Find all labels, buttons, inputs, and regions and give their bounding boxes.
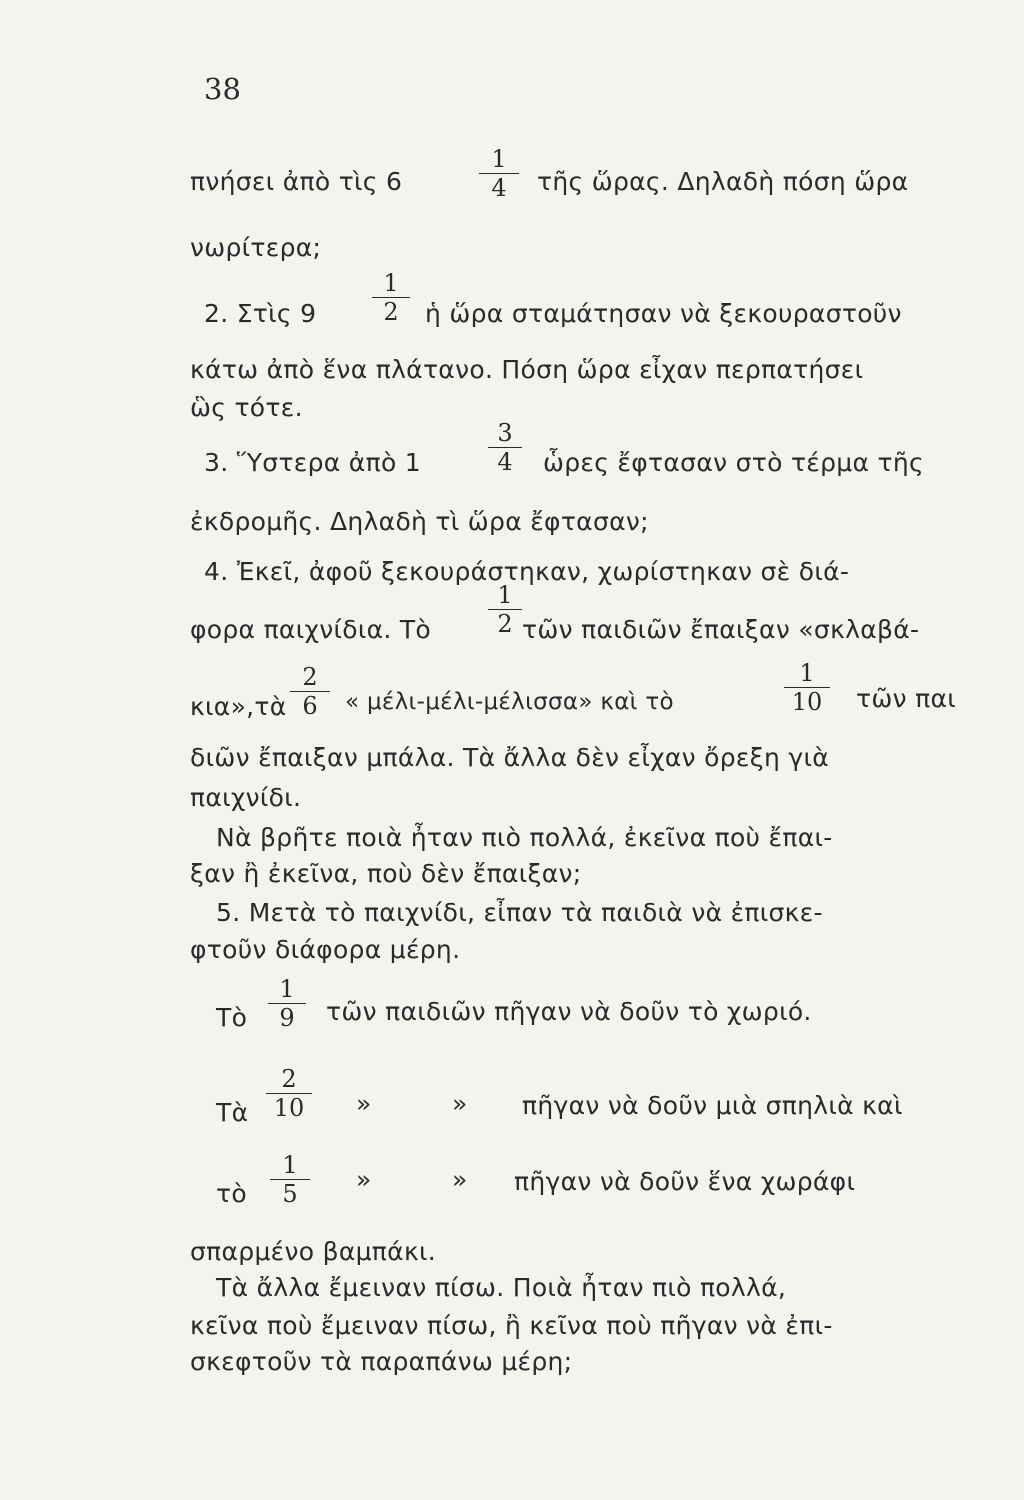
text-line: κεῖνα ποὺ ἔμειναν πίσω, ἢ κεῖνα ποὺ πῆγαν νὰ ἐπι- xyxy=(190,1311,833,1340)
fraction-three-quarters xyxy=(488,420,522,475)
fraction-denominator: 5 xyxy=(282,1180,298,1208)
fraction-two-sixths xyxy=(290,664,330,719)
text-line: φτοῦν διάφορα μέρη. xyxy=(190,935,461,964)
text-line: ὣς τότε. xyxy=(190,393,303,422)
text-line: Τὸ xyxy=(216,1003,248,1032)
fraction-numerator: 1 xyxy=(279,975,295,1003)
ditto-mark: » xyxy=(452,1089,468,1118)
ditto-mark: » xyxy=(452,1165,468,1194)
text-line: κάτω ἀπὸ ἕνα πλάτανο. Πόση ὥρα εἶχαν περπατήσει xyxy=(190,355,864,384)
ditto-mark: » xyxy=(356,1165,372,1194)
text-line: « μέλι-μέλι-μέλισσα» καὶ τὸ xyxy=(345,689,674,715)
text-line: σπαρμένο βαμπάκι. xyxy=(190,1237,436,1266)
text-line: ἐκδρομῆς. Δηλαδὴ τὶ ὥρα ἔφτασαν; xyxy=(190,507,649,536)
text-line: πῆγαν νὰ δοῦν μιὰ σπηλιὰ καὶ xyxy=(522,1091,903,1120)
text-line: νωρίτερα; xyxy=(190,233,322,262)
fraction-numerator: 1 xyxy=(383,269,399,297)
text-line: 2. Στὶς 9 xyxy=(204,299,317,328)
fraction-denominator: 4 xyxy=(497,448,513,476)
text-line: Τὰ ἄλλα ἔμειναν πίσω. Ποιὰ ἦταν πιὸ πολλά, xyxy=(216,1273,787,1302)
text-line: ξαν ἢ ἐκεῖνα, ποὺ δὲν ἔπαιξαν; xyxy=(190,859,582,888)
text-line: κια»,τὰ xyxy=(190,692,287,721)
fraction-one-tenth xyxy=(784,660,830,715)
text-line: τὸ xyxy=(216,1179,247,1208)
text-line: 3. Ὕστερα ἀπὸ 1 xyxy=(204,448,421,477)
ditto-mark: » xyxy=(356,1089,372,1118)
fraction-numerator: 3 xyxy=(497,419,513,447)
fraction-one-ninth xyxy=(268,976,306,1031)
fraction-denominator: 10 xyxy=(273,1094,305,1122)
fraction-numerator: 1 xyxy=(491,145,507,173)
text-line: σκεφτοῦν τὰ παραπάνω μέρη; xyxy=(190,1347,573,1376)
fraction-one-quarter xyxy=(479,146,519,201)
fraction-denominator: 2 xyxy=(383,298,399,326)
text-line: διῶν ἔπαιξαν μπάλα. Τὰ ἄλλα δὲν εἶχαν ὄρεξη γιὰ xyxy=(190,743,830,772)
fraction-numerator: 2 xyxy=(302,663,318,691)
text-line: 4. Ἐκεῖ, ἀφοῦ ξεκουράστηκαν, χωρίστηκαν σὲ διά- xyxy=(204,557,850,586)
text-line: Νὰ βρῆτε ποιὰ ἦταν πιὸ πολλά, ἐκεῖνα ποὺ ἔπαι- xyxy=(216,823,833,852)
fraction-two-tenths xyxy=(266,1066,312,1121)
text-line: φορα παιχνίδια. Τὸ xyxy=(190,615,432,644)
text-line: τῶν παι xyxy=(856,684,956,713)
fraction-denominator: 2 xyxy=(497,610,513,638)
fraction-numerator: 1 xyxy=(799,659,815,687)
text-line: ὧρες ἔφτασαν στὸ τέρμα τῆς xyxy=(543,448,924,477)
text-line: πῆγαν νὰ δοῦν ἕνα χωράφι xyxy=(514,1167,856,1196)
text-line: Τὰ xyxy=(216,1098,249,1127)
text-line: 5. Μετὰ τὸ παιχνίδι, εἶπαν τὰ παιδιὰ νὰ ἐπισκε- xyxy=(216,898,823,927)
text-line: τῶν παιδιῶν πῆγαν νὰ δοῦν τὸ χωριό. xyxy=(326,997,812,1026)
text-line: τῶν παιδιῶν ἔπαιξαν «σκλαβά- xyxy=(522,615,920,644)
page-number: 38 xyxy=(204,72,241,106)
fraction-denominator: 9 xyxy=(279,1004,295,1032)
text-line: παιχνίδι. xyxy=(190,783,302,812)
text-line: ἡ ὥρα σταμάτησαν νὰ ξεκουραστοῦν xyxy=(425,299,902,328)
fraction-denominator: 6 xyxy=(302,692,318,720)
text-line: τῆς ὥρας. Δηλαδὴ πόση ὥρα xyxy=(537,167,909,196)
text-line: πνήσει ἀπὸ τὶς 6 xyxy=(190,167,403,196)
fraction-one-half xyxy=(488,582,522,637)
fraction-numerator: 2 xyxy=(281,1065,297,1093)
fraction-one-half xyxy=(372,270,410,325)
fraction-numerator: 1 xyxy=(497,581,513,609)
fraction-one-fifth xyxy=(270,1152,310,1207)
fraction-denominator: 4 xyxy=(491,174,507,202)
fraction-denominator: 10 xyxy=(791,688,823,716)
fraction-numerator: 1 xyxy=(282,1151,298,1179)
